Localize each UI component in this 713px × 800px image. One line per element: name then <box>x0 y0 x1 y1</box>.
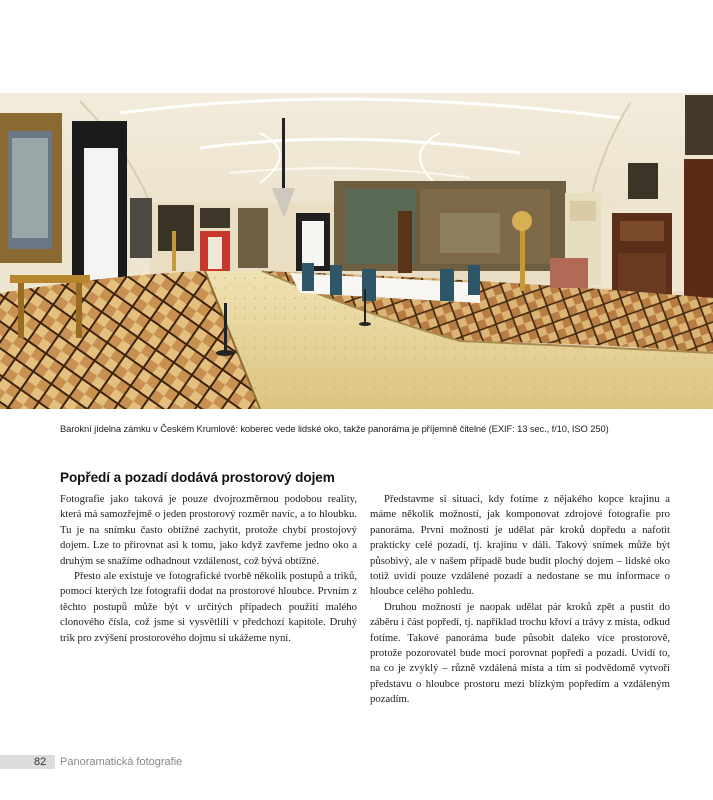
right-column <box>370 492 670 708</box>
photo-caption: Barokní jídelna zámku v Českém Krumlově: koberec vede lidské oko, takže panoráma je příjemně čitelné (EXIF: 13 sec., f/10, ISO 250) <box>60 423 609 434</box>
paragraph: Představme si situaci, kdy fotíme z nějakého kopce krajinu a máme několik možností, jak komponovat zdrojové fotografie pro panoráma. První možností je udělat pár kroků dopředu a nafotit prakticky celé pozadí, tj. krajinu v dáli. Takový snímek může být působivý, ale v našem případě bude budit plochý dojem – lidské oko totiž uvidí pouze vzdálené pozadí a nedostane se mu informace o hloubce celého pohledu. <box>370 493 670 598</box>
page-number: 82 <box>34 756 47 768</box>
paragraph: Druhou možností je naopak udělat pár kroků zpět a pustit do záběru i část popředí, tj. například trochu křoví a trávy z místa, odkud fotíme. Takové panoráma bude působit daleko více prostorově, protože pozorovatel bude moci porovnat popředí a pozadí. Uvidí to, na co je zvyklý – různě vzdálená místa a tím si podvědomě vytvoří představu o hloubce prostoru mezi blízkým popředím a vzdáleným pozadím. <box>370 600 670 706</box>
section-heading: Popředí a pozadí dodává prostorový dojem <box>60 470 335 485</box>
paragraph: Fotografie jako taková je pouze dvojrozměrnou podobou reality, která má samozřejmě o jeden prostorový rozměr navíc, a to hloubku. Tu je na snímku často obtížné zachytit, protože chybí prostojový dojem. Lze to přirovnat asi k tomu, jako když zavřeme jedno oko a druhým se snažíme odhadnout vzdálenost, což bývá obtížné. <box>60 493 357 567</box>
left-column <box>60 492 357 646</box>
paragraph: Přesto ale existuje ve fotografické tvorbě několik postupů a triků, pomocí kterých lze fotografii dodat na prostorové hloubce. Prvním z těchto postupů může být v určitých případech použití malého clonového čísla, což jsme si vysvětlili v předchozí kapitole. Druhý trik pro zvýšení prostorového dojmu si ukážeme nyní. <box>60 570 357 644</box>
footer-bar <box>0 755 55 769</box>
panorama-photo <box>0 93 713 409</box>
running-title: Panoramatická fotografie <box>60 756 183 768</box>
